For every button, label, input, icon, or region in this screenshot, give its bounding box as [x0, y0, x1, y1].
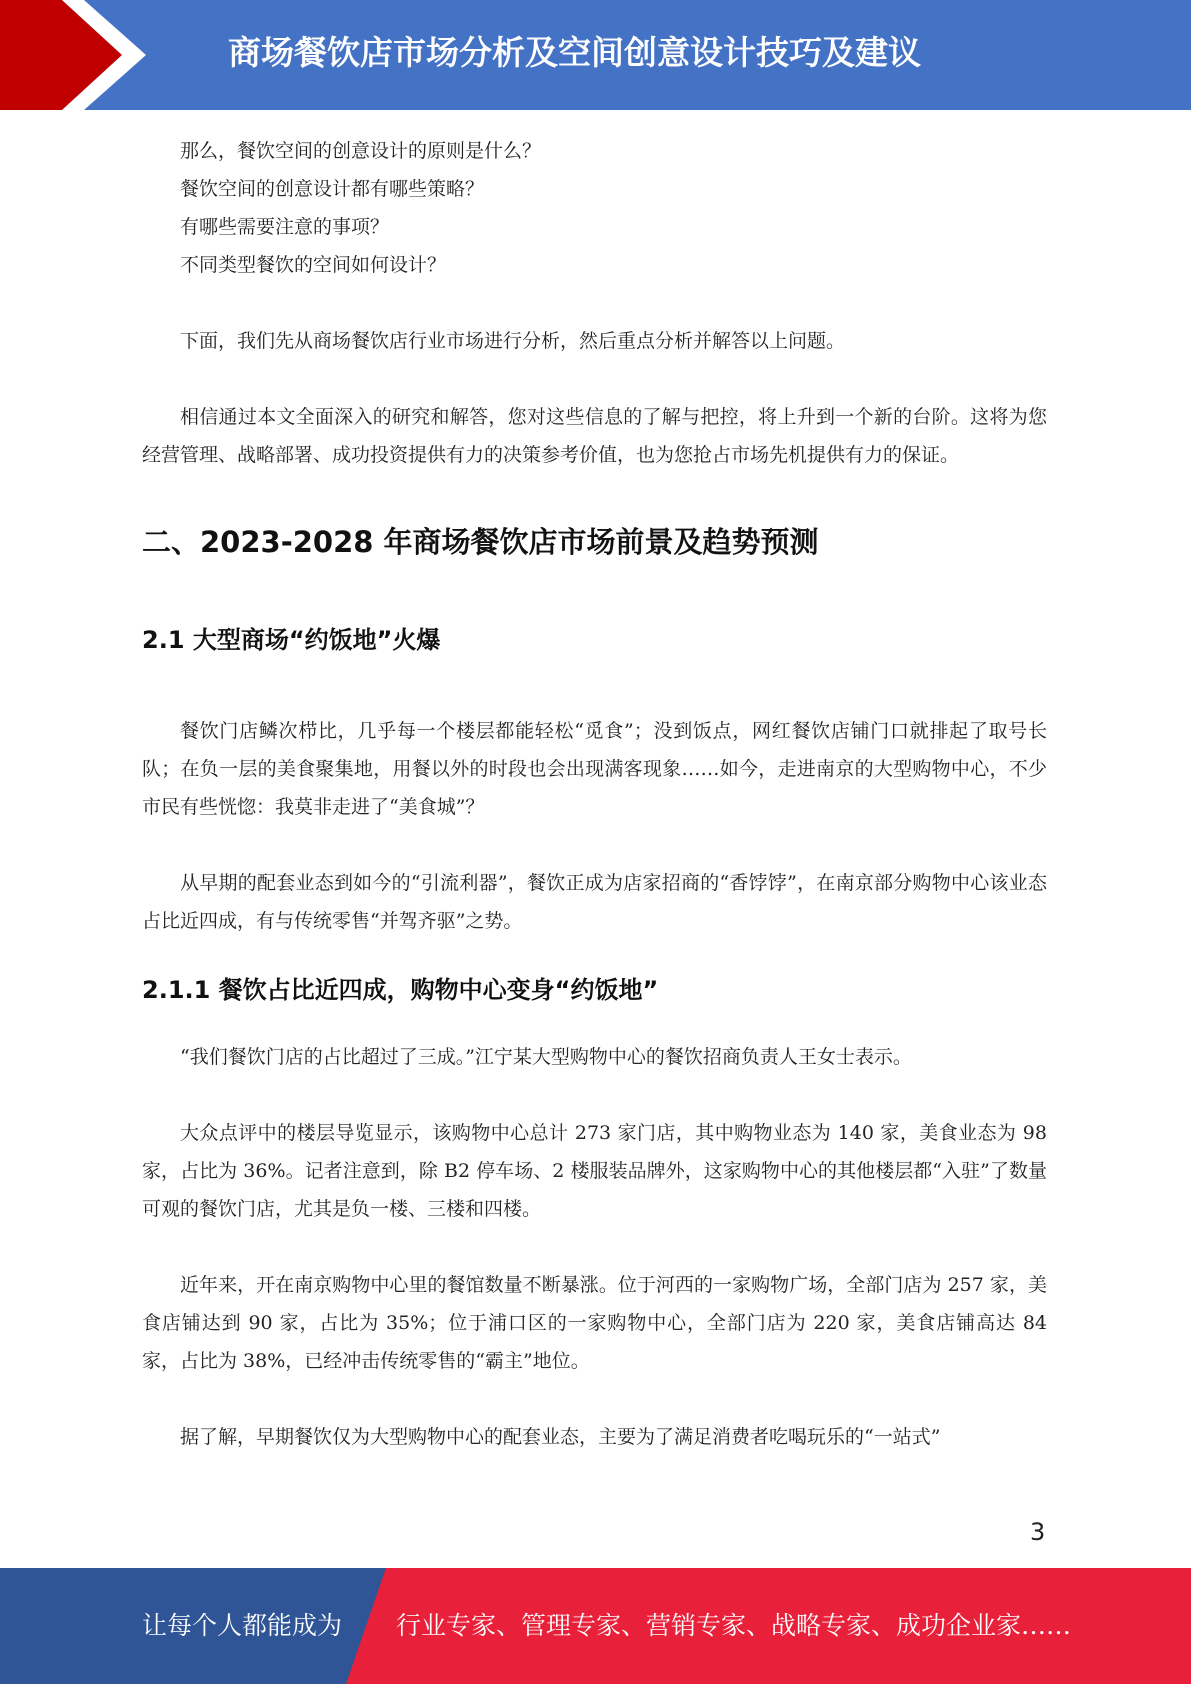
intro-question: 有哪些需要注意的事项？: [180, 216, 390, 238]
paragraph: 下面，我们先从商场餐饮店行业市场进行分析，然后重点分析并解答以上问题。: [180, 330, 846, 352]
document-body: [142, 132, 1047, 1456]
subsection-heading: 2.1 大型商场“约饭地”火爆: [142, 626, 441, 654]
page-footer: [0, 1568, 1191, 1684]
page-header: [0, 0, 1191, 110]
paragraph: 据了解，早期餐饮仅为大型购物中心的配套业态，主要为了满足消费者吃喝玩乐的“一站式”: [180, 1426, 941, 1448]
header-arrow-decoration: [0, 0, 160, 110]
footer-slogan-left: 让每个人都能成为: [142, 1611, 343, 1640]
paragraph: “我们餐饮门店的占比超过了三成。”江宁某大型购物中心的餐饮招商负责人王女士表示。: [180, 1046, 912, 1068]
paragraph: 餐饮门店鳞次栉比，几乎每一个楼层都能轻松“觅食”；没到饭点，网红餐饮店铺门口就排起了取号长队；在负一层的美食聚集地，用餐以外的时段也会出现满客现象……如今，走进南京的大型购物中心，不少市民有些恍惚：我莫非走进了“美食城”？: [142, 720, 1047, 818]
footer-slogan-right: 行业专家、管理专家、营销专家、战略专家、成功企业家……: [396, 1611, 1072, 1640]
paragraph: 近年来，开在南京购物中心里的餐馆数量不断暴涨。位于河西的一家购物广场，全部门店为 257 家，美食店铺达到 90 家，占比为 35%；位于浦口区的一家购物中心，全部门店为 220 家，美食店铺高达 84 家，占比为 38%，已经冲击传统零售的“霸主”地位。: [142, 1274, 1047, 1372]
subsubsection-heading: 2.1.1 餐饮占比近四成，购物中心变身“约饭地”: [142, 976, 659, 1004]
document-title: 商场餐饮店市场分析及空间创意设计技巧及建议: [228, 33, 921, 72]
intro-question: 不同类型餐饮的空间如何设计？: [180, 254, 447, 276]
page-number: 3: [1030, 1518, 1046, 1546]
paragraph: 相信通过本文全面深入的研究和解答，您对这些信息的了解与把控，将上升到一个新的台阶。这将为您经营管理、战略部署、成功投资提供有力的决策参考价值，也为您抢占市场先机提供有力的保证。: [142, 406, 1047, 466]
intro-question: 餐饮空间的创意设计都有哪些策略？: [180, 178, 485, 200]
intro-question: 那么，餐饮空间的创意设计的原则是什么？: [180, 140, 542, 162]
paragraph: 从早期的配套业态到如今的“引流利器”，餐饮正成为店家招商的“香饽饽”，在南京部分购物中心该业态占比近四成，有与传统零售“并驾齐驱”之势。: [142, 872, 1047, 932]
section-heading: 二、2023-2028 年商场餐饮店市场前景及趋势预测: [142, 525, 819, 559]
paragraph: 大众点评中的楼层导览显示，该购物中心总计 273 家门店，其中购物业态为 140 家，美食业态为 98 家，占比为 36%。记者注意到，除 B2 停车场、2 楼服装品牌外，这家购物中心的其他楼层都“入驻”了数量可观的餐饮门店，尤其是负一楼、三楼和四楼。: [142, 1122, 1047, 1220]
